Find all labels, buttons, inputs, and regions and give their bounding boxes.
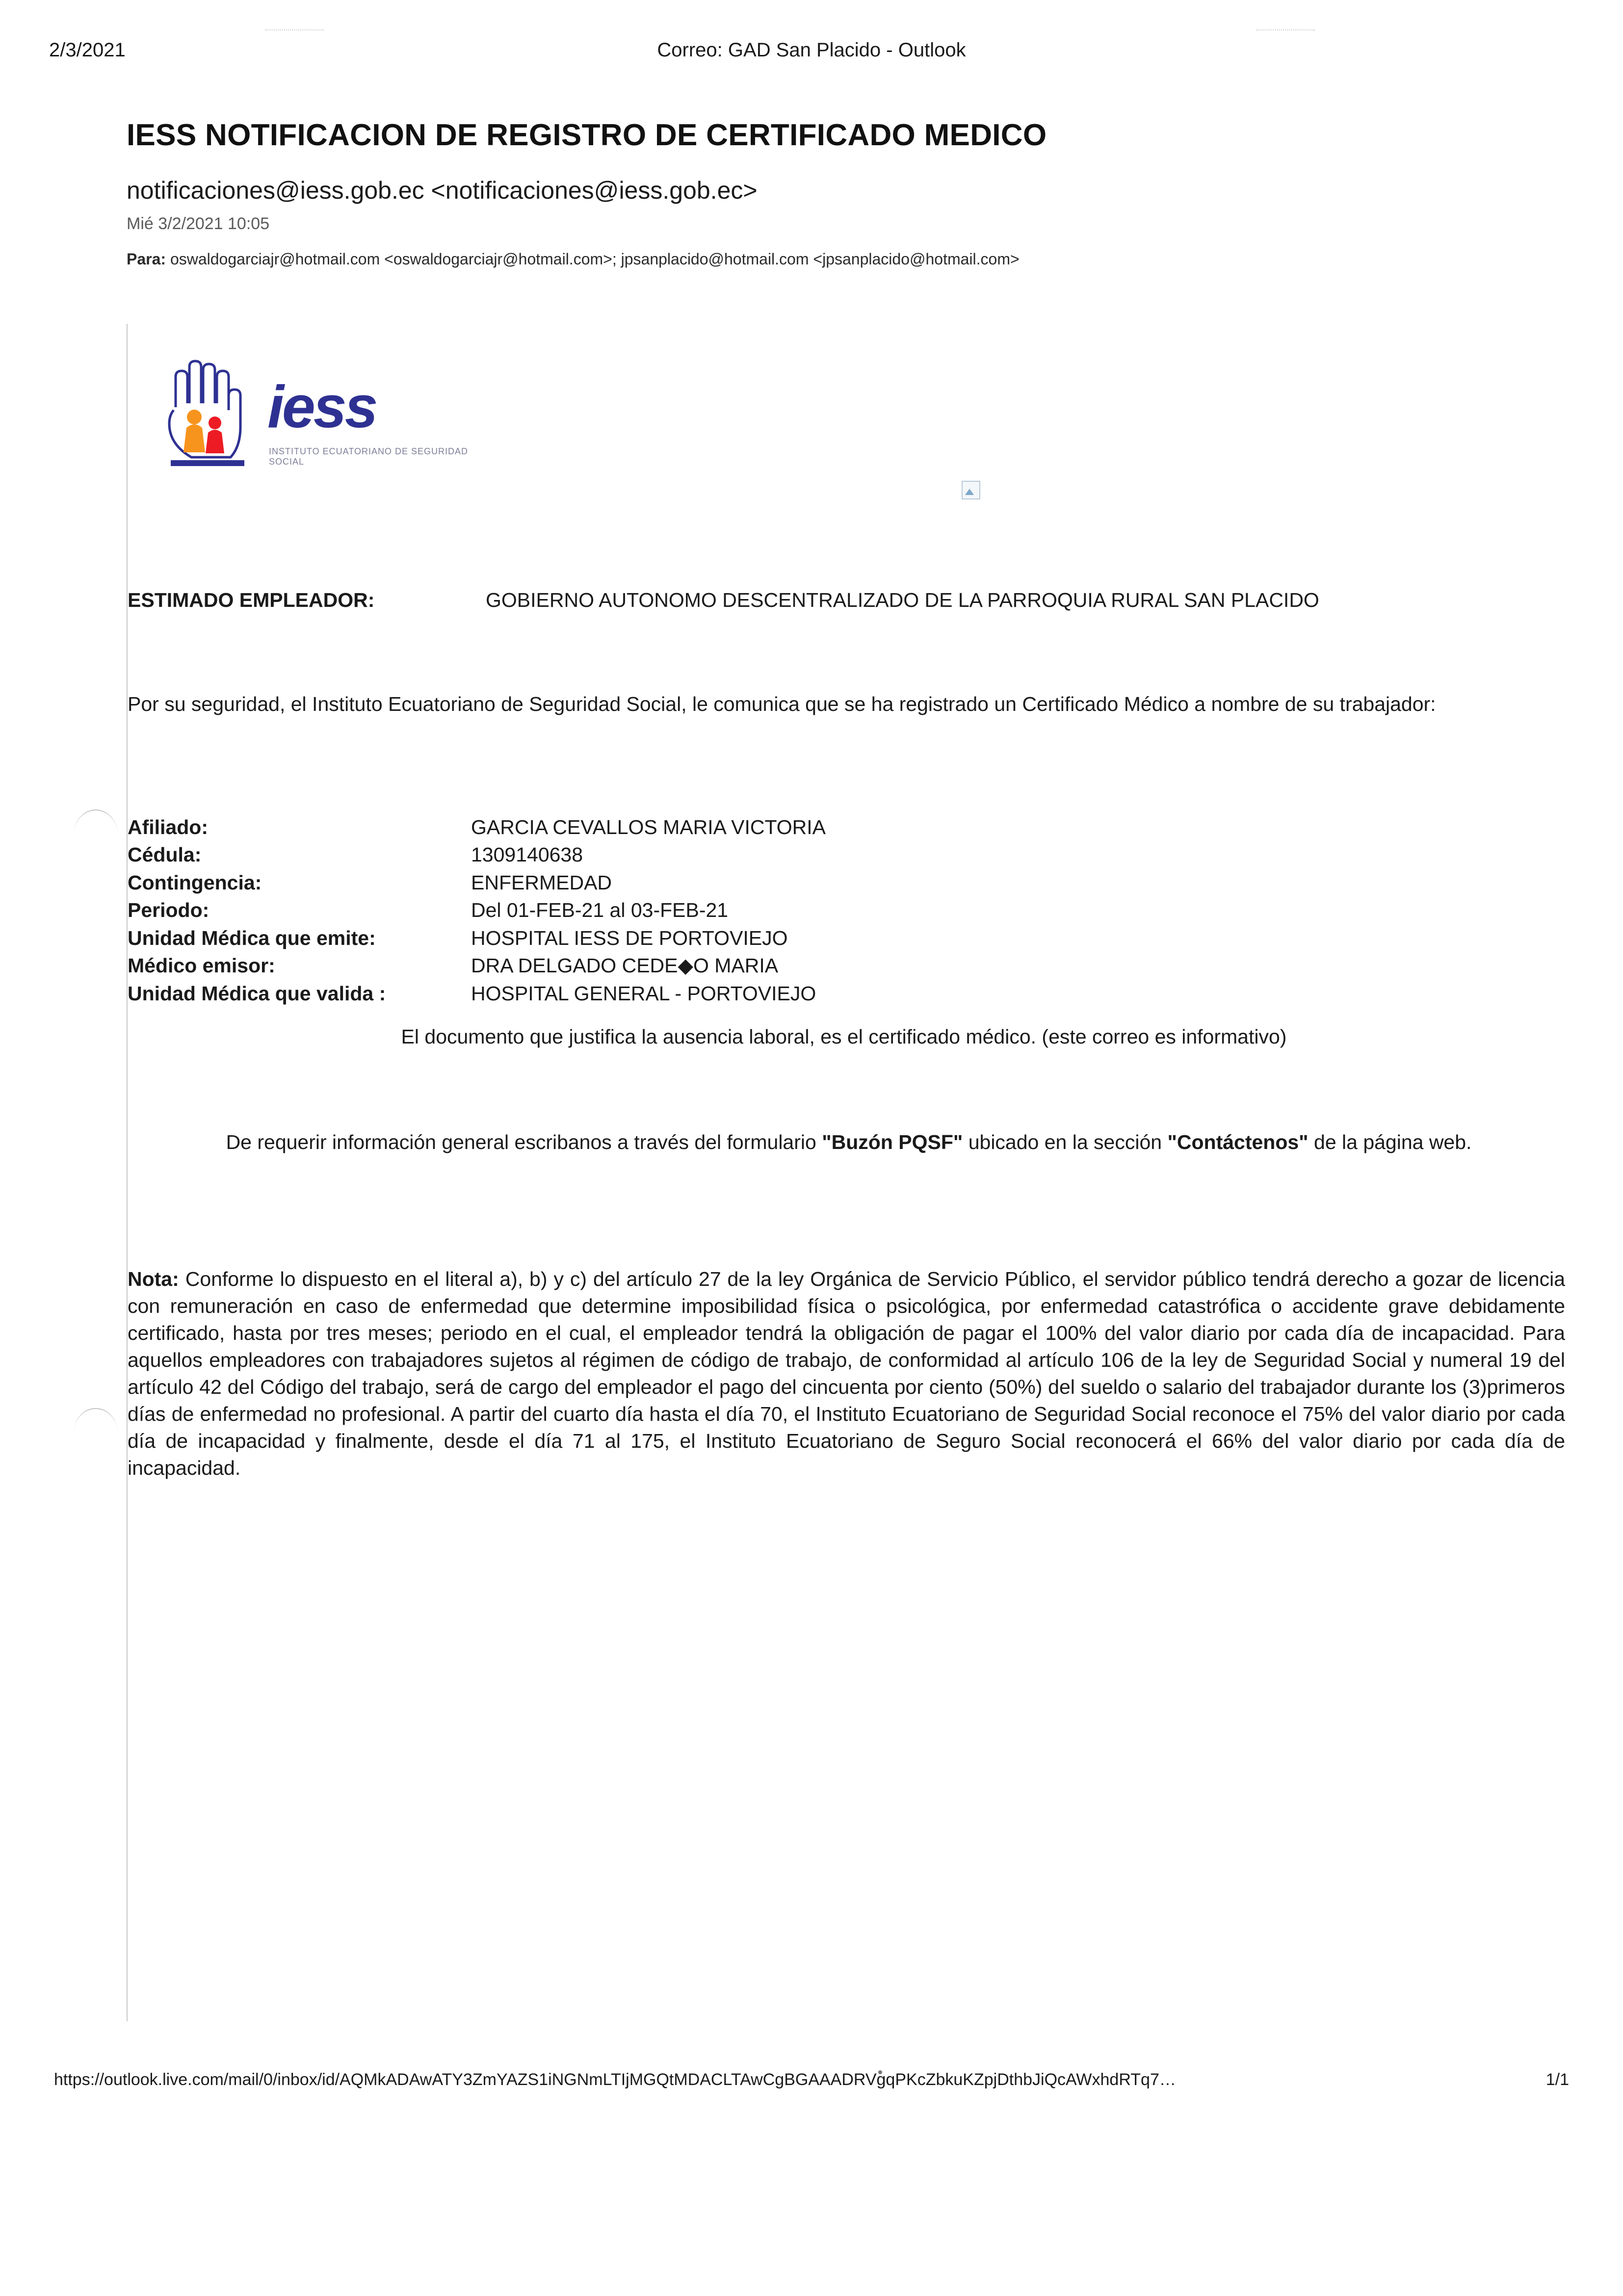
email-sent-date: Mié 3/2/2021 10:05 <box>127 214 270 233</box>
field-value: 1309140638 <box>471 843 583 866</box>
recipients-value: oswaldogarciajr@hotmail.com <oswaldogarciajr@hotmail.com>; jpsanplacido@hotmail.com <jpsanplacido@hotmail.com> <box>170 250 1020 268</box>
field-value: HOSPITAL GENERAL - PORTOVIEJO <box>471 982 816 1005</box>
email-subject: IESS NOTIFICACION DE REGISTRO DE CERTIFICADO MEDICO <box>127 118 1047 152</box>
scan-artifact-arc-lower <box>74 1408 118 1438</box>
pqsf-paragraph <box>137 1128 1560 1156</box>
field-value: Del 01-FEB-21 al 03-FEB-21 <box>471 899 729 922</box>
field-value: ENFERMEDAD <box>471 871 612 894</box>
field-label: Cédula: <box>128 843 202 866</box>
scan-artifact-top-left <box>265 29 324 33</box>
print-date: 2/3/2021 <box>49 39 126 61</box>
legal-note <box>128 1266 1565 1482</box>
justification-note: El documento que justifica la ausencia laboral, es el certificado médico. (este correo es informativo) <box>401 1025 1287 1048</box>
field-row <box>128 870 1109 895</box>
note-text: Conforme lo dispuesto en el literal a), b) y c) del artículo 27 de la ley Orgánica de Servicio Público, el servidor público tendrá derecho a gozar de licencia con remuneración en caso de enfermedad que determine imposibilidad física o psicológica, por enfermedad catastrófica o accidente grave debidamente certificado, hasta por tres meses; periodo en el cual, el empleador tendrá la obligación de pagar el 100% del valor diario por cada día de incapacidad. Para aquellos empleadores con trabajadores sujetos al régimen de código de trabajo, de conformidad al artículo 106 de la ley de Seguridad Social y numeral 19 del artículo 42 del Código del trabajo, será de cargo del empleador el pago del cincuenta por ciento (50%) del sueldo o salario del trabajador durante los (3)primeros días de enfermedad no profesional. A partir del cuarto día hasta el día 70, el Instituto Ecuatoriano de Seguridad Social reconoce el 75% del valor diario por cada día de incapacidad y finalmente, desde el día 71 al 175, el Instituto Ecuatoriano de Seguro Social reconocerá el 66% del valor diario por cada día de incapacidad. <box>128 1268 1565 1479</box>
field-row <box>128 842 1109 867</box>
pqsf-suffix: de la página web. <box>1308 1131 1472 1153</box>
certificate-fields <box>128 814 1109 1008</box>
field-row <box>128 981 1109 1006</box>
iess-hand-icon <box>162 348 255 471</box>
note-label: Nota: <box>128 1268 179 1290</box>
field-row <box>128 953 1109 978</box>
print-title: Correo: GAD San Placido - Outlook <box>657 39 966 61</box>
scan-artifact-arc-upper <box>74 809 118 840</box>
field-label: Contingencia: <box>128 871 262 894</box>
field-row <box>128 814 1109 840</box>
email-sender: notificaciones@iess.gob.ec <notificaciones@iess.gob.ec> <box>127 177 758 204</box>
scan-artifact-top-right <box>1256 29 1315 33</box>
footer-url: https://outlook.live.com/mail/0/inbox/id/AQMkADAwATY3ZmYAZS1iNGNmLTIjMGQtMDACLTAwCgBGAAADRVgqPKcZbkuKZpjDthbJiQcAWxhdRTq7… <box>54 2070 1176 2089</box>
email-body-frame <box>127 324 1565 2021</box>
intro-paragraph: Por su seguridad, el Instituto Ecuatoriano de Seguridad Social, le comunica que se ha registrado un Certificado Médico a nombre de su trabajador: <box>128 693 1436 715</box>
field-value: GARCIA CEVALLOS MARIA VICTORIA <box>471 816 826 838</box>
email-recipients <box>127 250 1549 268</box>
field-row <box>128 925 1109 951</box>
iess-logo <box>162 348 505 491</box>
footer-page-number: 1/1 <box>1545 2070 1569 2089</box>
field-label: Médico emisor: <box>128 954 275 977</box>
field-label: Afiliado: <box>128 816 208 838</box>
print-header <box>0 39 1623 61</box>
iess-wordmark: iess <box>267 373 376 440</box>
broken-image-icon <box>962 481 980 499</box>
employer-value: GOBIERNO AUTONOMO DESCENTRALIZADO DE LA PARROQUIA RURAL SAN PLACIDO <box>486 589 1319 611</box>
pqsf-middle: ubicado en la sección <box>963 1131 1168 1153</box>
field-label: Unidad Médica que emite: <box>128 926 376 949</box>
field-value: HOSPITAL IESS DE PORTOVIEJO <box>471 926 788 949</box>
pqsf-prefix: De requerir información general escribanos a través del formulario <box>226 1131 822 1153</box>
field-label: Unidad Médica que valida : <box>128 982 386 1005</box>
email-header <box>127 118 1549 268</box>
field-value: DRA DELGADO CEDE◆O MARIA <box>471 954 779 977</box>
field-row <box>128 897 1109 923</box>
employer-label: ESTIMADO EMPLEADOR: <box>128 589 375 611</box>
field-label: Periodo: <box>128 899 209 922</box>
recipients-label: Para: <box>127 250 166 268</box>
iess-tagline: INSTITUTO ECUATORIANO DE SEGURIDAD SOCIAL <box>269 446 469 467</box>
pqsf-section-name: "Contáctenos" <box>1167 1131 1309 1153</box>
pqsf-form-name: "Buzón PQSF" <box>822 1131 963 1153</box>
